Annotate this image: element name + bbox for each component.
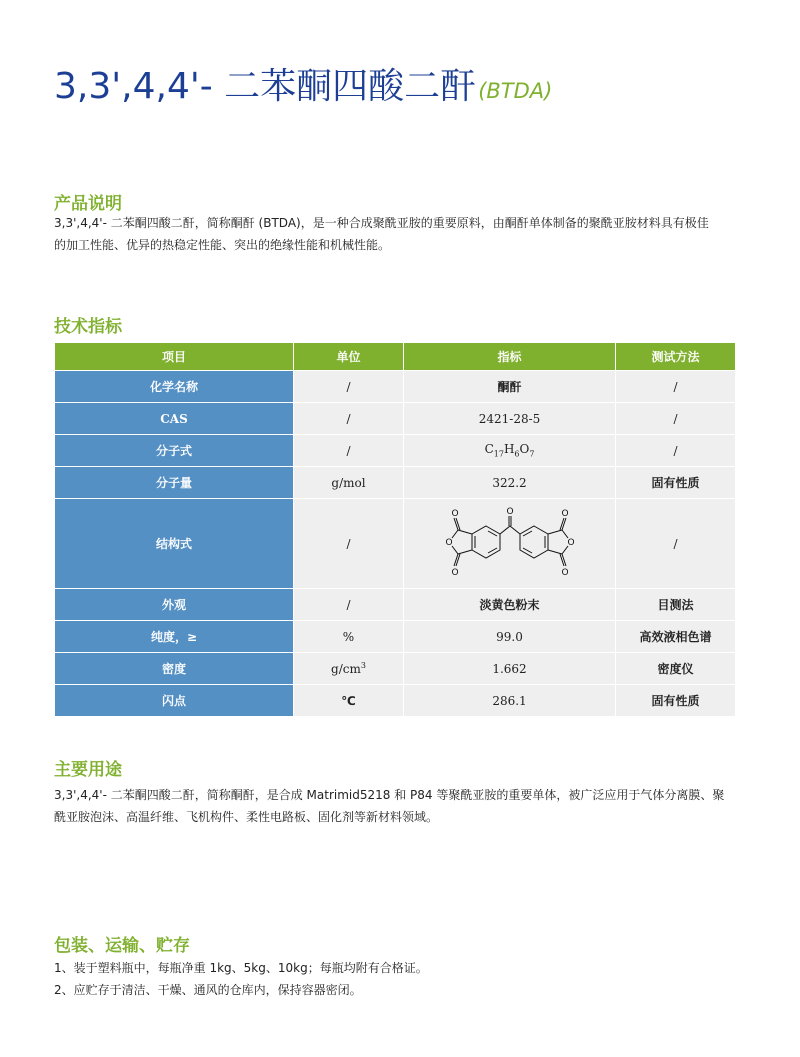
table-row	[55, 621, 736, 653]
structure-cell	[404, 499, 616, 589]
row-method: 目测法	[616, 589, 736, 621]
svg-text:O: O	[560, 508, 569, 519]
row-unit: g/mol	[294, 467, 404, 499]
table-row	[55, 371, 736, 403]
row-value: 2421-28-5	[404, 403, 616, 435]
row-value: 286.1	[404, 685, 616, 717]
table-row	[55, 435, 736, 467]
row-method: /	[616, 371, 736, 403]
uses-line: 3,3',4,4'- 二苯酮四酸二酐，简称酮酐，是合成 Matrimid5218 和 P84 等聚酰亚胺的重要单体，被广泛应用于气体分离膜、聚	[54, 788, 725, 802]
row-item: CAS	[55, 403, 294, 435]
description-heading: 产品说明	[54, 194, 122, 214]
title-main: 3,3',4,4'- 二苯酮四酸二酐	[54, 66, 477, 107]
row-item: 化学名称	[55, 371, 294, 403]
row-method: /	[616, 499, 736, 589]
storage-line: 1、装于塑料瓶中，每瓶净重 1kg、5kg、10kg；每瓶均附有合格证。	[54, 961, 428, 975]
row-method: 固有性质	[616, 685, 736, 717]
storage-heading: 包装、运输、贮存	[54, 936, 190, 956]
row-item: 外观	[55, 589, 294, 621]
title-abbreviation: (BTDA)	[478, 79, 553, 103]
row-item: 结构式	[55, 499, 294, 589]
svg-text:O: O	[560, 567, 569, 578]
svg-text:O: O	[566, 537, 575, 548]
storage-text	[54, 957, 754, 1001]
row-item: 闪点	[55, 685, 294, 717]
specs-heading: 技术指标	[54, 317, 122, 337]
storage-line: 2、应贮存于清洁、干燥、通风的仓库内，保持容器密闭。	[54, 983, 362, 997]
table-row	[55, 685, 736, 717]
column-header: 测试方法	[616, 343, 736, 371]
page-title	[54, 58, 552, 109]
table-row	[55, 403, 736, 435]
row-value: 淡黄色粉末	[404, 589, 616, 621]
row-value: 酮酐	[404, 371, 616, 403]
row-unit: ℃	[294, 685, 404, 717]
column-header: 单位	[294, 343, 404, 371]
column-header: 项目	[55, 343, 294, 371]
uses-heading: 主要用途	[54, 760, 122, 780]
row-unit: /	[294, 403, 404, 435]
row-value: 322.2	[404, 467, 616, 499]
row-method: /	[616, 403, 736, 435]
svg-text:O: O	[505, 506, 514, 517]
row-item: 纯度，≥	[55, 621, 294, 653]
row-method: 密度仪	[616, 653, 736, 685]
uses-text	[54, 784, 754, 828]
row-unit: $g/cm^3$	[294, 653, 404, 685]
row-value: 99.0	[404, 621, 616, 653]
row-method: 高效液相色谱	[616, 621, 736, 653]
row-item: 分子式	[55, 435, 294, 467]
row-unit: /	[294, 371, 404, 403]
row-unit: %	[294, 621, 404, 653]
svg-text:O: O	[444, 537, 453, 548]
row-unit: /	[294, 435, 404, 467]
chemical-structure-image	[430, 504, 590, 584]
row-method: 固有性质	[616, 467, 736, 499]
description-line: 的加工性能、优异的热稳定性能、突出的绝缘性能和机械性能。	[54, 238, 391, 252]
uses-line: 酰亚胺泡沫、高温纤维、飞机构件、柔性电路板、固化剂等新材料领域。	[54, 810, 439, 824]
table-row	[55, 653, 736, 685]
molecular-formula: $C_{17}H_6O_7$	[404, 435, 616, 467]
table-row	[55, 467, 736, 499]
svg-text:O: O	[450, 508, 459, 519]
row-unit: /	[294, 499, 404, 589]
column-header: 指标	[404, 343, 616, 371]
row-unit: /	[294, 589, 404, 621]
row-method: /	[616, 435, 736, 467]
row-value: 1.662	[404, 653, 616, 685]
table-row	[55, 499, 736, 589]
row-item: 分子量	[55, 467, 294, 499]
description-line: 3,3',4,4'- 二苯酮四酸二酐，简称酮酐 (BTDA)，是一种合成聚酰亚胺的重要原料，由酮酐单体制备的聚酰亚胺材料具有极佳	[54, 216, 709, 230]
description-text	[54, 212, 754, 256]
row-item: 密度	[55, 653, 294, 685]
spec-table	[54, 342, 736, 717]
table-header-row	[55, 343, 736, 371]
svg-text:O: O	[450, 567, 459, 578]
table-row	[55, 589, 736, 621]
